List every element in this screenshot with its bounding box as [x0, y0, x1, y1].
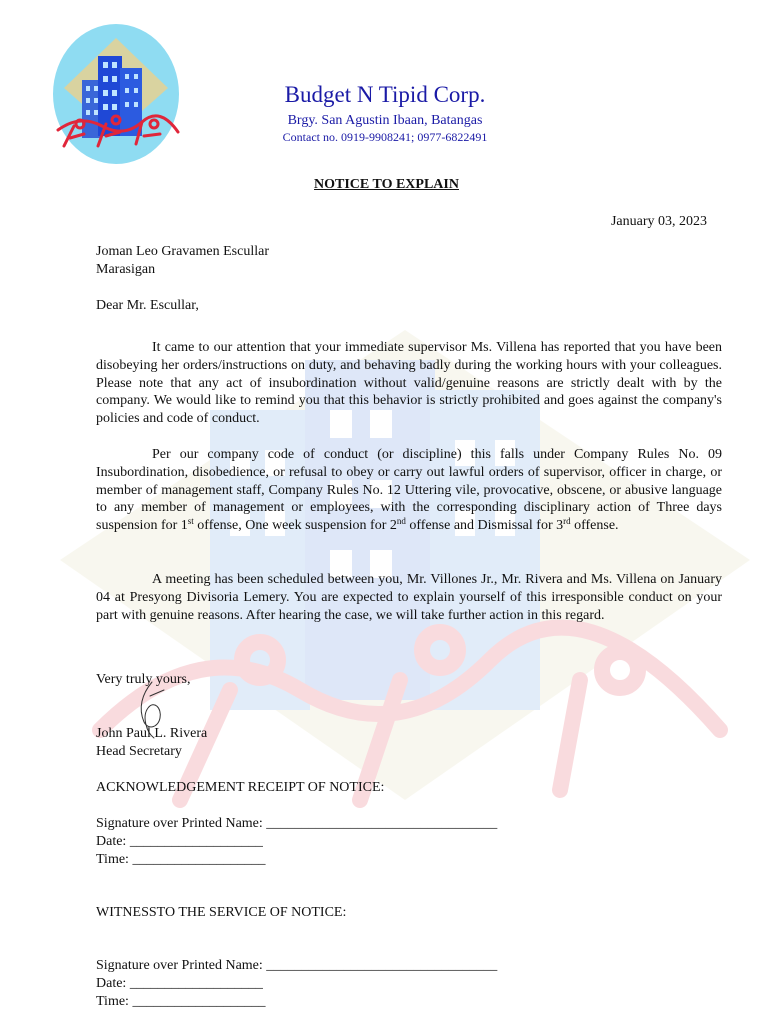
signatory-position: Head Secretary [96, 744, 182, 759]
acknowledgement-heading: ACKNOWLEDGEMENT RECEIPT OF NOTICE: [96, 780, 385, 795]
letter-date: January 03, 2023 [610, 214, 707, 229]
para2-sup-1: st [187, 516, 194, 527]
recipient-name-line2: Marasigan [96, 262, 156, 277]
body-paragraph-2 [96, 446, 722, 535]
body-paragraph-3: A meeting has been scheduled between you, Mr. Villones Jr., Mr. Rivera and Ms. Villena on January 04 at Presyong Divisoria Lemery. You are expected to explain yourself of this irresponsible conduct on your part with genuine reasons. After hearing the case, we will take further action in this regard. [96, 572, 722, 623]
recipient-name-line1: Joman Leo Gravamen Escullar [96, 244, 269, 259]
body-paragraph-1: It came to our attention that your immediate supervisor Ms. Villena has reported that you have been disobeying her orders/instructions on duty, and behaving badly during the working hours with your colleagues. Please note that any act of insubordination without valid/genuine reasons are strictly dealt with by the company. We would like to remind you that this behavior is strictly prohibited and goes against the company's policies and code of conduct. [96, 340, 722, 427]
para2-text-a: Per our company code of conduct (or discipline) this falls under Company Rules No. 09 Insubordination, disobedience, or refusal to obey or carry out lawful orders of supervisor, officer in charge, or member of management staff, Company Rules No. 12 Uttering vile, provocative, obscene, or abusive language to any member of management or employees, with the corresponding disciplinary action of Three days suspension for 1 [96, 447, 722, 534]
witness-heading: WITNESSTO THE SERVICE OF NOTICE: [96, 905, 347, 920]
salutation: Dear Mr. Escullar, [96, 298, 199, 313]
para2-text-d: offense. [570, 518, 619, 534]
closing: Very truly yours, [96, 672, 191, 687]
company-contact: Contact no. 0919-9908241; 0977-6822491 [282, 130, 488, 144]
witness-signature-field[interactable]: Signature over Printed Name: _________________________________ [96, 958, 498, 973]
document-title: NOTICE TO EXPLAIN [314, 177, 459, 192]
acknowledgement-date-field[interactable]: Date: ___________________ [96, 834, 263, 849]
para2-sup-2: nd [396, 516, 406, 527]
para2-text-b: offense, One week suspension for 2 [193, 518, 397, 534]
witness-date-field[interactable]: Date: ___________________ [96, 976, 263, 991]
acknowledgement-time-field[interactable]: Time: ___________________ [96, 852, 266, 867]
signatory-name: John Paul L. Rivera [96, 726, 208, 741]
witness-time-field[interactable]: Time: ___________________ [96, 994, 266, 1009]
para2-text-c: offense and Dismissal for 3 [405, 518, 564, 534]
company-name: Budget N Tipid Corp. [284, 82, 486, 107]
company-address: Brgy. San Agustin Ibaan, Batangas [287, 113, 483, 128]
company-logo [50, 22, 182, 167]
para2-sup-3: rd [563, 516, 571, 527]
acknowledgement-signature-field[interactable]: Signature over Printed Name: _________________________________ [96, 816, 498, 831]
